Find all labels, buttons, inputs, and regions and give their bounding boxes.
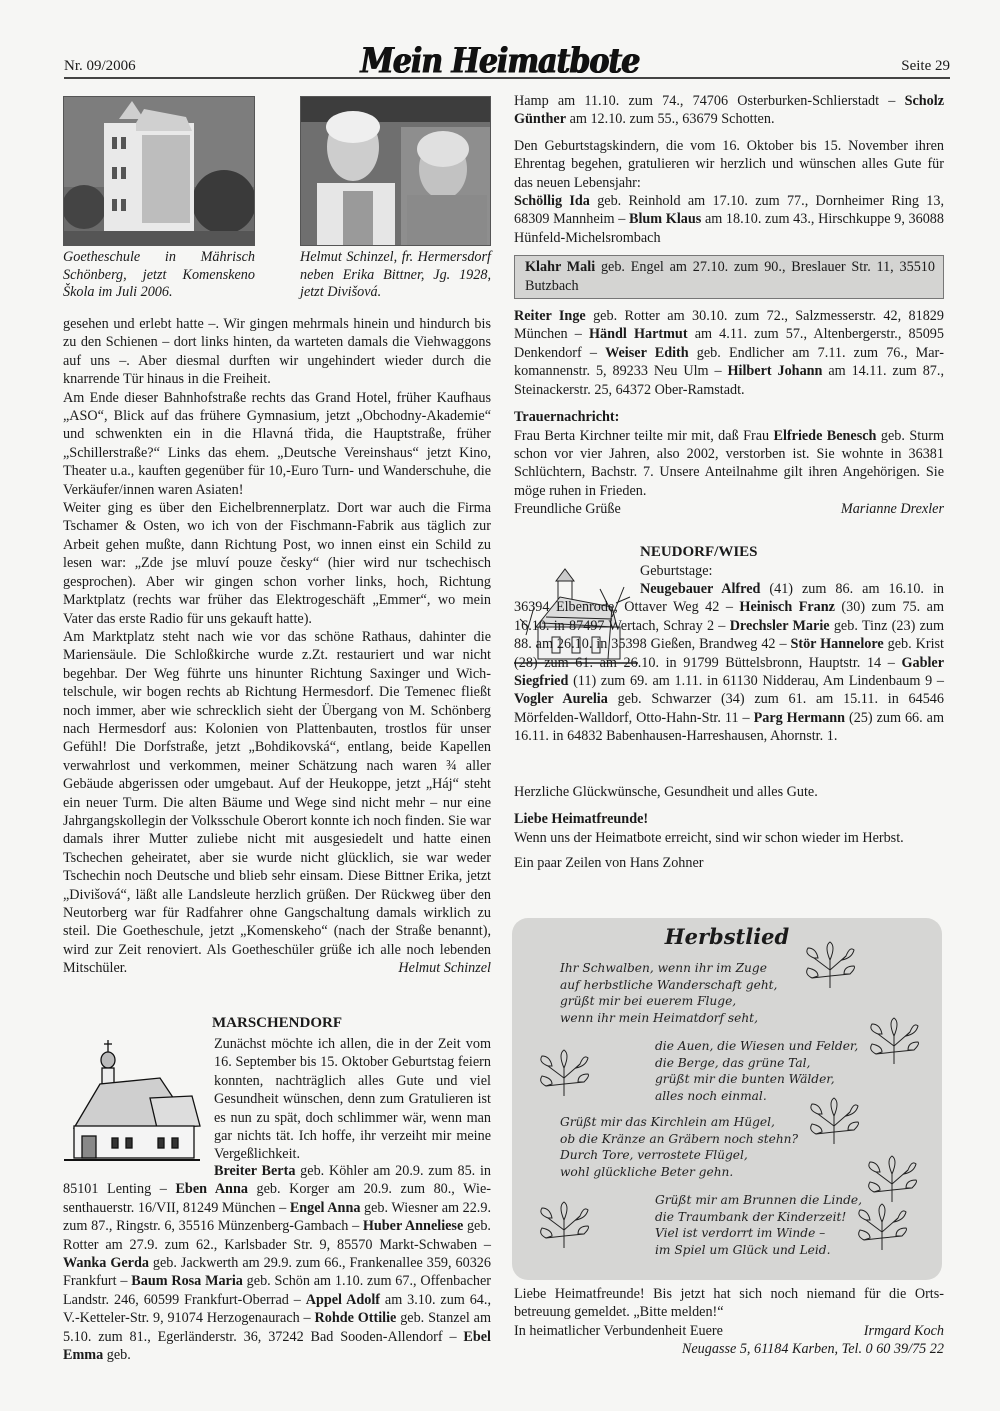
birthday-details: geb. Krist (28) zum 61. am 26.10. in 91799 Büttelsbronn, Hauptstr. 14 – (514, 636, 944, 671)
leaf-icon (866, 1154, 918, 1204)
birthday-details: am 18.10. zum 43., Hirschkuppe 9, 36088 Hünfeld-Michelsrombach (514, 211, 944, 246)
highlight-details: geb. Engel am 27.10. zum 90., Breslauer Str. 11, 35510 Butzbach (525, 259, 935, 294)
mourning-notice (514, 427, 944, 501)
birthday-details: geb. Korger am 20.9. zum 80., Wiesenthauerstr. 16/VII, 81249 München – (63, 1181, 491, 1216)
person-name: Rohde Ottilie (314, 1310, 397, 1327)
mourning-pre: Frau Berta Kirchner teilte mir mit, daß Frau (514, 427, 774, 444)
masthead-logo (0, 41, 1000, 82)
highlight-name: Klahr Mali (525, 259, 596, 276)
birthday-details: geb. (103, 1347, 131, 1364)
person-name: Stör Hannelore (790, 636, 884, 653)
marschendorf-intro (214, 1035, 491, 1164)
poem-intro: Ein paar Zeilen von Hans Zohner (514, 855, 704, 872)
closing-line-drexler (514, 500, 944, 518)
person-name: Scholz Günther (514, 93, 944, 128)
person-name: Wanka Gerda (63, 1255, 149, 1272)
highlight-box-90th-birthday (514, 255, 944, 299)
birthday-list-2 (514, 192, 944, 247)
person-name: Neugebauer Alfred (640, 581, 761, 597)
person-name: Gabler Siegfried (514, 654, 944, 690)
person-name: Schöllig Ida (514, 193, 590, 210)
birthday-details: geb. Endlicher am 7.11. zum 76., Markomannenstr. 5, 89233 Neu Ulm – (514, 344, 944, 380)
person-name: Händl Hartmut (588, 326, 688, 343)
birthday-details: geb. Köhler am 20.9. zum 85. in 85101 Lenting – (63, 1163, 491, 1198)
article-paragraph (63, 628, 491, 978)
birthday-details: geb. Tinz (23) zum 88. am 26.10. in 35398 Gießen, Brandweg 42 – (514, 617, 944, 653)
poem-line: wenn ihr mein Heimatdorf seht, (560, 1010, 758, 1025)
signature-drexler: Marianne Drexler (840, 501, 944, 518)
birthday-details: (25) zum 66. am 16.11. in 64832 Babenhausen-Harreshausen, Ahornstr. 1. (514, 709, 944, 745)
person-name: Engel Anna (289, 1199, 361, 1216)
greeting-text: Wenn uns der Heimatbote erreicht, sind wir schon wieder im Herbst. (514, 829, 904, 846)
masthead-title: Mein Heimatbote (360, 41, 640, 82)
poem-line: alles noch einmal. (655, 1088, 767, 1103)
header-rule (64, 77, 950, 79)
poem-title: Herbstlied (664, 924, 790, 949)
person-name: Drechsler Marie (729, 617, 830, 634)
photo-goetheschule (63, 96, 255, 246)
person-name: Huber Anneliese (362, 1218, 464, 1235)
poem-stanza-2 (655, 1038, 858, 1104)
marschendorf-birthdays (63, 1162, 491, 1364)
birthday-details: Hamp am 11.10. zum 74., 74706 Osterburken-Schlierstadt – (514, 93, 905, 109)
birthday-details: geb. Schön am 1.10. zum 67., Offenbacher Landstr. 246, 60599 Frankfurt-Oberrad – (63, 1273, 491, 1308)
signature-schinzel: Helmut Schinzel (398, 960, 491, 977)
contact-address: Neugasse 5, 61184 Karben, Tel. 0 60 39/75 22 (681, 1341, 944, 1358)
article-paragraph-text: Am Marktplatz steht nach wie vor das schöne Rathaus, dahinter die Mariensäule. Die Schloßkirche wurde z.Zt. restauriert und war nicht begehbar. Der Weg führte uns hinunter Richtung Saxinger und Wichtelschule, wir bogen rechts ab Richtung Hermesdorf. Die Temenec fließt noch immer, aber wie schrecklich sieht der Übergang von M. Schönberg nach Hermesdorf aus: Kolonien von Plattenbauten, trostlos für unser Gefühl! Die Dorfstraße, jetzt „Bohdikovská“, entlang, beide Kapellen verwahrlost und verkommen, meiner Schätzung nach waren ¾ aller Gebäude abgerissen oder umgebaut. Auf der Heukoppe, jetzt „Háj“ steht ein neuer Turm. Die alten Bäume und Wege sind nicht mehr – nur eine Jahrgangskollegin der Volksschule Oberort konnte ich noch finden. Sie war damals ihrer Mutter zuliebe nicht mit ausgesiedelt und hatte einen Tschechen geheiratet, aber sie wurde nicht glücklich, sie war weder Tschechin noch Deutsche und blieb sehr einsam. Diese Bittner Erika, jetzt „Divišová“, läßt alle Landsleute herzlich grüßen. Der Rückweg über den Neutorberg war für Radfahrer ohne Gangschaltung damals wirklich zu steil. Die Goetheschule, jetzt „Komenskeho“ (nach der Straße benannt), wird zur Zeit renoviert. Als Goetheschüler grüße ich alle noch lebenden Mitschüler. (63, 628, 491, 977)
section-title-marschendorf: MARSCHENDORF (212, 1015, 342, 1031)
closing-phrase: In heimatlicher Verbundenheit Euere (514, 1322, 723, 1339)
photo-schinzel-bittner (300, 96, 491, 246)
person-name: Weiser Edith (605, 344, 689, 361)
birthday-details: (41) zum 86. am 16.10. in 36394 Elbenrode, Ottaver Weg 42 – (514, 581, 944, 616)
person-name: Blum Klaus (629, 211, 702, 228)
poem-line: Viel ist verdorrt im Winde – (655, 1226, 826, 1240)
birthday-details: am 4.11. zum 57., Altenbergerstr., 85095 Denkendorf – (514, 326, 944, 361)
greeting-paragraph: Den Geburtstagskindern, die vom 16. Oktober bis 15. November ihren Ehrentag begehen, gratulieren wir herzlich und wünschen alles Gute für das neuen Lebensjahr: (514, 137, 944, 191)
poem-line: Grüßt mir am Brunnen die Linde, (655, 1193, 862, 1207)
poem-stanza-1 (560, 960, 777, 1026)
greeting-title: Liebe Heimatfreunde! (514, 811, 649, 828)
poem-line: im Spiel um Glück und Leid. (655, 1242, 831, 1257)
poem-line: die Auen, die Wiesen und Felder, (655, 1039, 859, 1053)
closing-greeting: Freundliche Grüße (514, 501, 621, 518)
signature-koch: Irmgard Koch (863, 1322, 944, 1339)
mourning-post: geb. Sturm schon vor vier Jahren, also 2002, verstorben ist. Sie wohnte in 36381 Schlüchtern, Bachstr. 7. Unsere Anteilnahme gilt ihren Angehörigen. Sie möge ruhen in Frieden. (514, 427, 945, 499)
section-title-neudorf: NEUDORF/WIES (640, 544, 758, 560)
article-paragraph: gesehen und erlebt hatte –. Wir gingen mehrmals hinein und hindurch bis zu den Schienen – dort links hinten, da warteten damals die Viehwaggons auf uns –. Aber diesmal durften wir ungehindert wieder durch die knarrende Tür hinaus in die Freiheit. (63, 316, 491, 388)
leaf-icon (538, 1200, 590, 1250)
birthday-details: am 12.10. zum 55., 63679 Schotten. (566, 111, 775, 128)
poem-line: grüßt mir bei euerem Fluge, (560, 994, 737, 1008)
article-schinzel (63, 315, 491, 978)
birthday-list-3 (514, 307, 944, 399)
leaf-icon (856, 1202, 908, 1252)
birthday-details: geb. Schwarzer (34) zum 61. am 15.11. in 64546 Mörfelden-Walldorf, Otto-Hahn-Str. 11 – (514, 691, 944, 726)
leaf-icon (868, 1016, 920, 1066)
closing-appeal: Liebe Heimatfreunde! Bis jetzt hat sich noch niemand für die Ortsbetreuung gemeldet. „Bitte melden!“ (514, 1286, 944, 1321)
person-name: Breiter Berta (214, 1163, 296, 1179)
mourning-title: Trauernachricht: (514, 409, 620, 426)
poem-stanza-4 (655, 1192, 862, 1258)
poem-stanza-3 (560, 1114, 798, 1180)
person-name: Eben Anna (175, 1181, 248, 1198)
koch-closing (514, 1285, 944, 1359)
birthday-details: geb. Reinhold am 17.10. zum 77., Dornheimer Ring 13, 68309 Mannheim – (514, 193, 944, 228)
issue-number: Nr. 09/2006 (64, 58, 136, 74)
person-name: Ebel Emma (63, 1328, 491, 1364)
person-name: Reiter Inge (514, 308, 586, 325)
deceased-name: Elfriede Benesch (773, 427, 877, 444)
person-name: Heinisch Franz (739, 599, 835, 616)
article-paragraph: Am Ende dieser Bahnhofstraße rechts das Grand Hotel, früher Kaufhaus „ASO“, Blick auf das frühere Gymnasium, jetzt „Obchodny-Akademie“ und schwenkten ein in die Hlavná třida, die Hauptstraße, früher „Schillerstraße?“ Links das ehem. „Deutsche Vereinshaus“ jetzt Kino, Theater u.a., kauften gegenüber für 10,-Euro Turn- und Wanderschuhe, die Verkäufer/innen waren Asiaten! (63, 389, 491, 498)
poem-line: Grüßt mir das Kirchlein am Hügel, (560, 1115, 775, 1129)
birthday-details: am 14.11. zum 87., Steinackerstr. 25, 64372 Ober-Ramstadt. (514, 363, 944, 398)
birthday-details: am 3.10. zum 64., V.-Ketteler-Str. 9, 91074 Herzogenaurach – (63, 1291, 491, 1327)
marschendorf-continuation (514, 92, 944, 519)
birthday-details: geb. Rotter am 30.10. zum 72., Salzmesserstr. 42, 81829 München – (514, 308, 944, 343)
leaf-icon (538, 1048, 590, 1098)
birthday-details: (11) zum 69. am 1.11. in 61130 Nidderau, Am Lindenbaum 9 – (568, 673, 944, 690)
person-name: Vogler Aurelia (514, 691, 608, 708)
poem-line: grüßt mir die bunten Wälder, (655, 1072, 835, 1086)
poem-line: Durch Tore, verrostete Flügel, (560, 1148, 748, 1162)
poem-line: wohl glückliche Beter gehn. (560, 1164, 734, 1179)
caption-schinzel-bittner: Helmut Schinzel, fr. Hermersdorf neben Erika Bittner, Jg. 1928, jetzt Divišová. (300, 249, 491, 300)
birthday-details: geb. Jackwerth am 29.9. zum 66., Frankenallee 359, 60326 Frankfurt – (63, 1255, 491, 1290)
poem-line: die Traumbank der Kinderzeit! (655, 1209, 847, 1224)
birthday-details: geb. Rotter am 27.9. zum 62., Karlsbader Str. 9, 85570 Markt-Schwaben – (63, 1218, 491, 1253)
leaf-icon (808, 1096, 860, 1146)
birthday-list-continued (514, 92, 944, 129)
birthdays-label: Geburtstage: (640, 563, 713, 579)
person-name: Appel Adolf (305, 1291, 381, 1308)
closing-line-koch (514, 1322, 944, 1340)
birthday-details: (30) zum 75. am 16.10. in 87497 Wertach, Schray 2 – (514, 599, 944, 634)
poem-line: Ihr Schwalben, wenn ihr im Zuge (560, 961, 767, 975)
leaf-icon (804, 940, 856, 990)
poem-line: die Berge, das grüne Tal, (655, 1055, 811, 1070)
neudorf-intro (640, 562, 944, 580)
poem-line: auf herbstliche Wanderschaft geht, (560, 977, 778, 992)
poem-line: ob die Kränze an Gräbern noch stehn? (560, 1131, 799, 1146)
caption-goetheschule: Goetheschule in Mährisch Schönberg, jetzt Komenskeno Škola im Juli 2006. (63, 249, 255, 300)
chapel-drawing-icon (62, 1038, 202, 1163)
birthday-details: geb. Stanzel am 5.10. zum 81., Egerländerstr. 36, 37242 Bad Sooden-Allendorf – (63, 1310, 491, 1345)
article-paragraph: Weiter ging es über den Eichelbrennerplatz. Dort war auch die Firma Tschamer & Osten, wo ich von der Fischmann-Fabrik aus täglich zur Arbeit gehen mußte, dann Richtung Post, wo innen einst ein Schild zu lesen war: „Zde jse mluví pouze česky“ (hier wird nur tschechisch gesprochen). Aber wir gingen schon vorher links, hoch, Richtung Marktplatz (rechts war früher das Elektrogeschäft „Emmer“, wo mein Vater das erste Radio für uns gekauft hatte). (63, 500, 491, 627)
birthday-wishes: Herzliche Glückwünsche, Gesundheit und alles Gute. (514, 784, 818, 800)
person-name: Parg Hermann (753, 709, 845, 726)
mourning-heading (514, 408, 944, 426)
marschendorf-intro-text: Zunächst möchte ich allen, die in der Zeit vom 16. September bis 15. Oktober Geburtstag feiern konnten, nachträglich alles Gute und viel Gesundheit wünschen, denn zum Gratulieren ist es nun zu spät, doch schlimmer wär, wenn man gar nichts tät. Ich hoffe, ihr verzeiht mir meine Vergeßlichkeit. (214, 1036, 491, 1163)
birthday-details: geb. Wiesner am 22.9. zum 87., Ringstr. 6, 35516 Münzenberg-Gambach – (63, 1199, 491, 1235)
page-number: Seite 29 (901, 58, 950, 74)
poem-box-herbstlied (512, 918, 942, 1280)
neudorf-birthdays (514, 580, 944, 746)
person-name: Hilbert Johann (727, 363, 823, 380)
person-name: Baum Rosa Maria (131, 1273, 243, 1290)
neudorf-closing (514, 783, 944, 873)
